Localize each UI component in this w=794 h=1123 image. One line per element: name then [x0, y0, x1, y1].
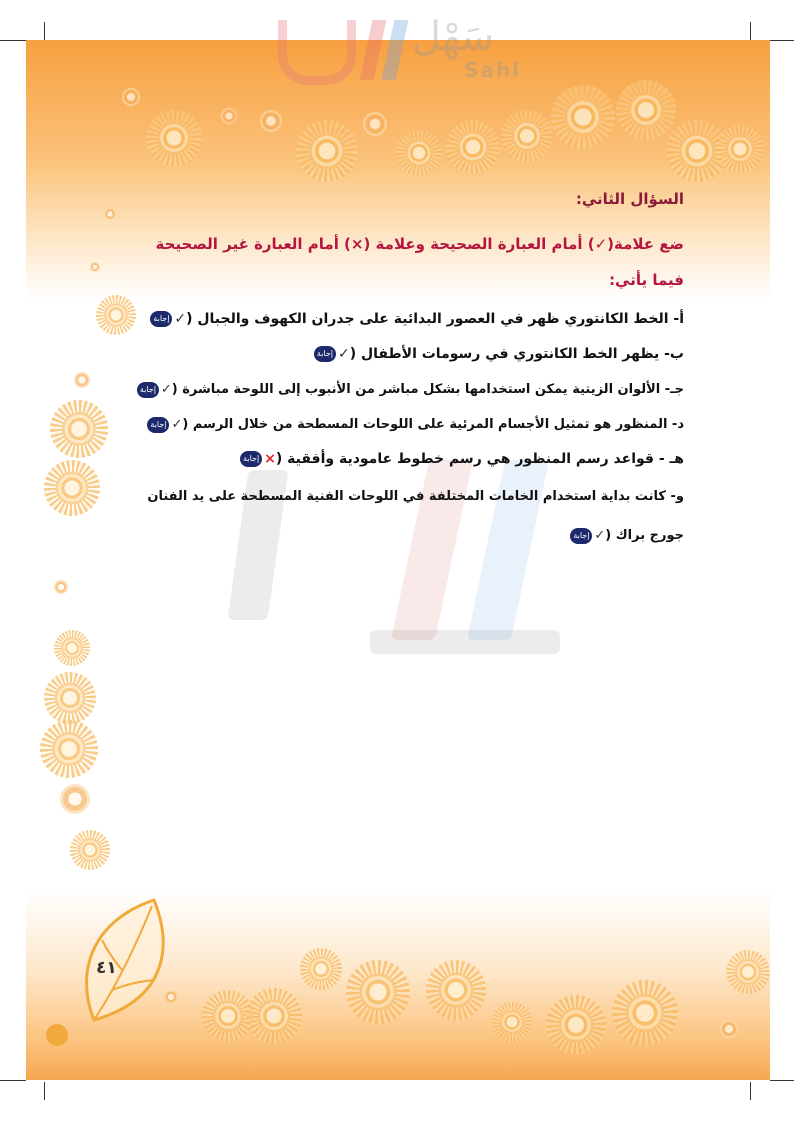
- sahl-watermark-logo: [276, 14, 526, 94]
- flower-decoration: [446, 120, 500, 174]
- flower-decoration: [426, 960, 486, 1020]
- crop-mark: [0, 40, 26, 41]
- flower-decoration: [551, 85, 615, 149]
- flower-decoration: [300, 948, 342, 990]
- sahl-logo-icon: [46, 1024, 68, 1046]
- flower-decoration: [54, 630, 90, 666]
- leaf-icon: [74, 890, 184, 1040]
- crop-mark: [770, 40, 794, 41]
- question-content: [124, 190, 684, 555]
- flower-decoration: [346, 960, 410, 1024]
- flower-decoration: [104, 208, 116, 220]
- flower-decoration: [501, 110, 553, 162]
- flower-decoration: [44, 460, 100, 516]
- flower-decoration: [74, 372, 90, 388]
- flower-decoration: [44, 672, 96, 724]
- flower-decoration: [60, 784, 90, 814]
- question-instruction: [124, 226, 684, 298]
- statement-text-line-2: جورج براك (: [605, 528, 684, 543]
- flower-decoration: [70, 830, 110, 870]
- flower-decoration: [40, 720, 98, 778]
- flower-decoration: [296, 120, 358, 182]
- answer-badge[interactable]: إجابة: [147, 417, 169, 433]
- flower-decoration: [612, 980, 678, 1046]
- answer-badge[interactable]: إجابة: [314, 346, 336, 362]
- statement-e: [124, 442, 684, 477]
- instruction-line-1: ضع علامة(✓) أمام العبارة الصحيحة وعلامة (×) أمام العبارة غير الصحيحة: [155, 235, 684, 253]
- flower-decoration: [146, 110, 202, 166]
- watermark-arabic: سَهْل: [412, 14, 495, 60]
- flower-decoration: [122, 88, 140, 106]
- logo-stroke: [382, 20, 409, 80]
- flower-decoration: [492, 1002, 532, 1042]
- crop-mark: [44, 22, 45, 40]
- check-mark: ✓: [594, 528, 606, 543]
- statement-text: و- كانت بداية استخدام الخامات المختلفة في اللوحات الفنية المسطحة على يد الفنان: [147, 489, 684, 504]
- statement-c: [124, 372, 684, 407]
- answer-badge[interactable]: إجابة: [570, 528, 592, 544]
- check-mark: ✓: [174, 311, 187, 327]
- flower-decoration: [90, 262, 100, 272]
- flower-decoration: [260, 110, 282, 132]
- cross-mark: ×: [264, 451, 276, 467]
- flower-decoration: [54, 580, 68, 594]
- watermark-latin: Sahl: [464, 58, 521, 82]
- answer-badge[interactable]: إجابة: [150, 311, 172, 327]
- check-mark: ✓: [337, 346, 350, 362]
- logo-u-shape: [278, 20, 356, 85]
- flower-decoration: [246, 988, 302, 1044]
- flower-decoration: [616, 80, 676, 140]
- statement-text: د- المنظور هو تمثيل الأجسام المرئية على اللوحات المسطحة من خلال الرسم (: [182, 417, 684, 432]
- flower-decoration: [50, 400, 108, 458]
- flower-decoration: [363, 112, 387, 136]
- instruction-line-2: فيما يأتي:: [609, 271, 684, 289]
- statement-a: [124, 302, 684, 337]
- flower-decoration: [221, 108, 237, 124]
- statement-text: أ- الخط الكانتوري ظهر في العصور البدائية على جدران الكهوف والجبال (: [186, 311, 684, 327]
- question-title: السؤال الثاني:: [575, 190, 684, 208]
- flower-decoration: [396, 130, 442, 176]
- check-mark: ✓: [171, 417, 183, 432]
- answer-badge[interactable]: إجابة: [137, 382, 159, 398]
- statement-text: هـ - قواعد رسم المنظور هي رسم خطوط عامودية وأفقية (: [275, 451, 684, 467]
- crop-mark: [750, 1082, 751, 1100]
- flower-decoration: [720, 1020, 738, 1038]
- statement-f: [124, 477, 684, 555]
- check-mark: ✓: [160, 382, 172, 397]
- crop-mark: [0, 1080, 26, 1081]
- flower-decoration: [726, 950, 770, 994]
- statement-b: [124, 337, 684, 372]
- page-number: ٤١: [96, 958, 117, 978]
- crop-mark: [44, 1082, 45, 1100]
- statement-d: [124, 407, 684, 442]
- flower-decoration: [716, 125, 764, 173]
- statement-text: ب- يظهر الخط الكانتوري في رسومات الأطفال (: [349, 346, 684, 362]
- crop-mark: [750, 22, 751, 40]
- statement-text: جـ- الألوان الزيتية يمكن استخدامها بشكل مباشر من الأنبوب إلى اللوحة مباشرة (: [171, 382, 684, 397]
- answer-badge[interactable]: إجابة: [240, 451, 262, 467]
- crop-mark: [770, 1080, 794, 1081]
- flower-decoration: [546, 995, 606, 1055]
